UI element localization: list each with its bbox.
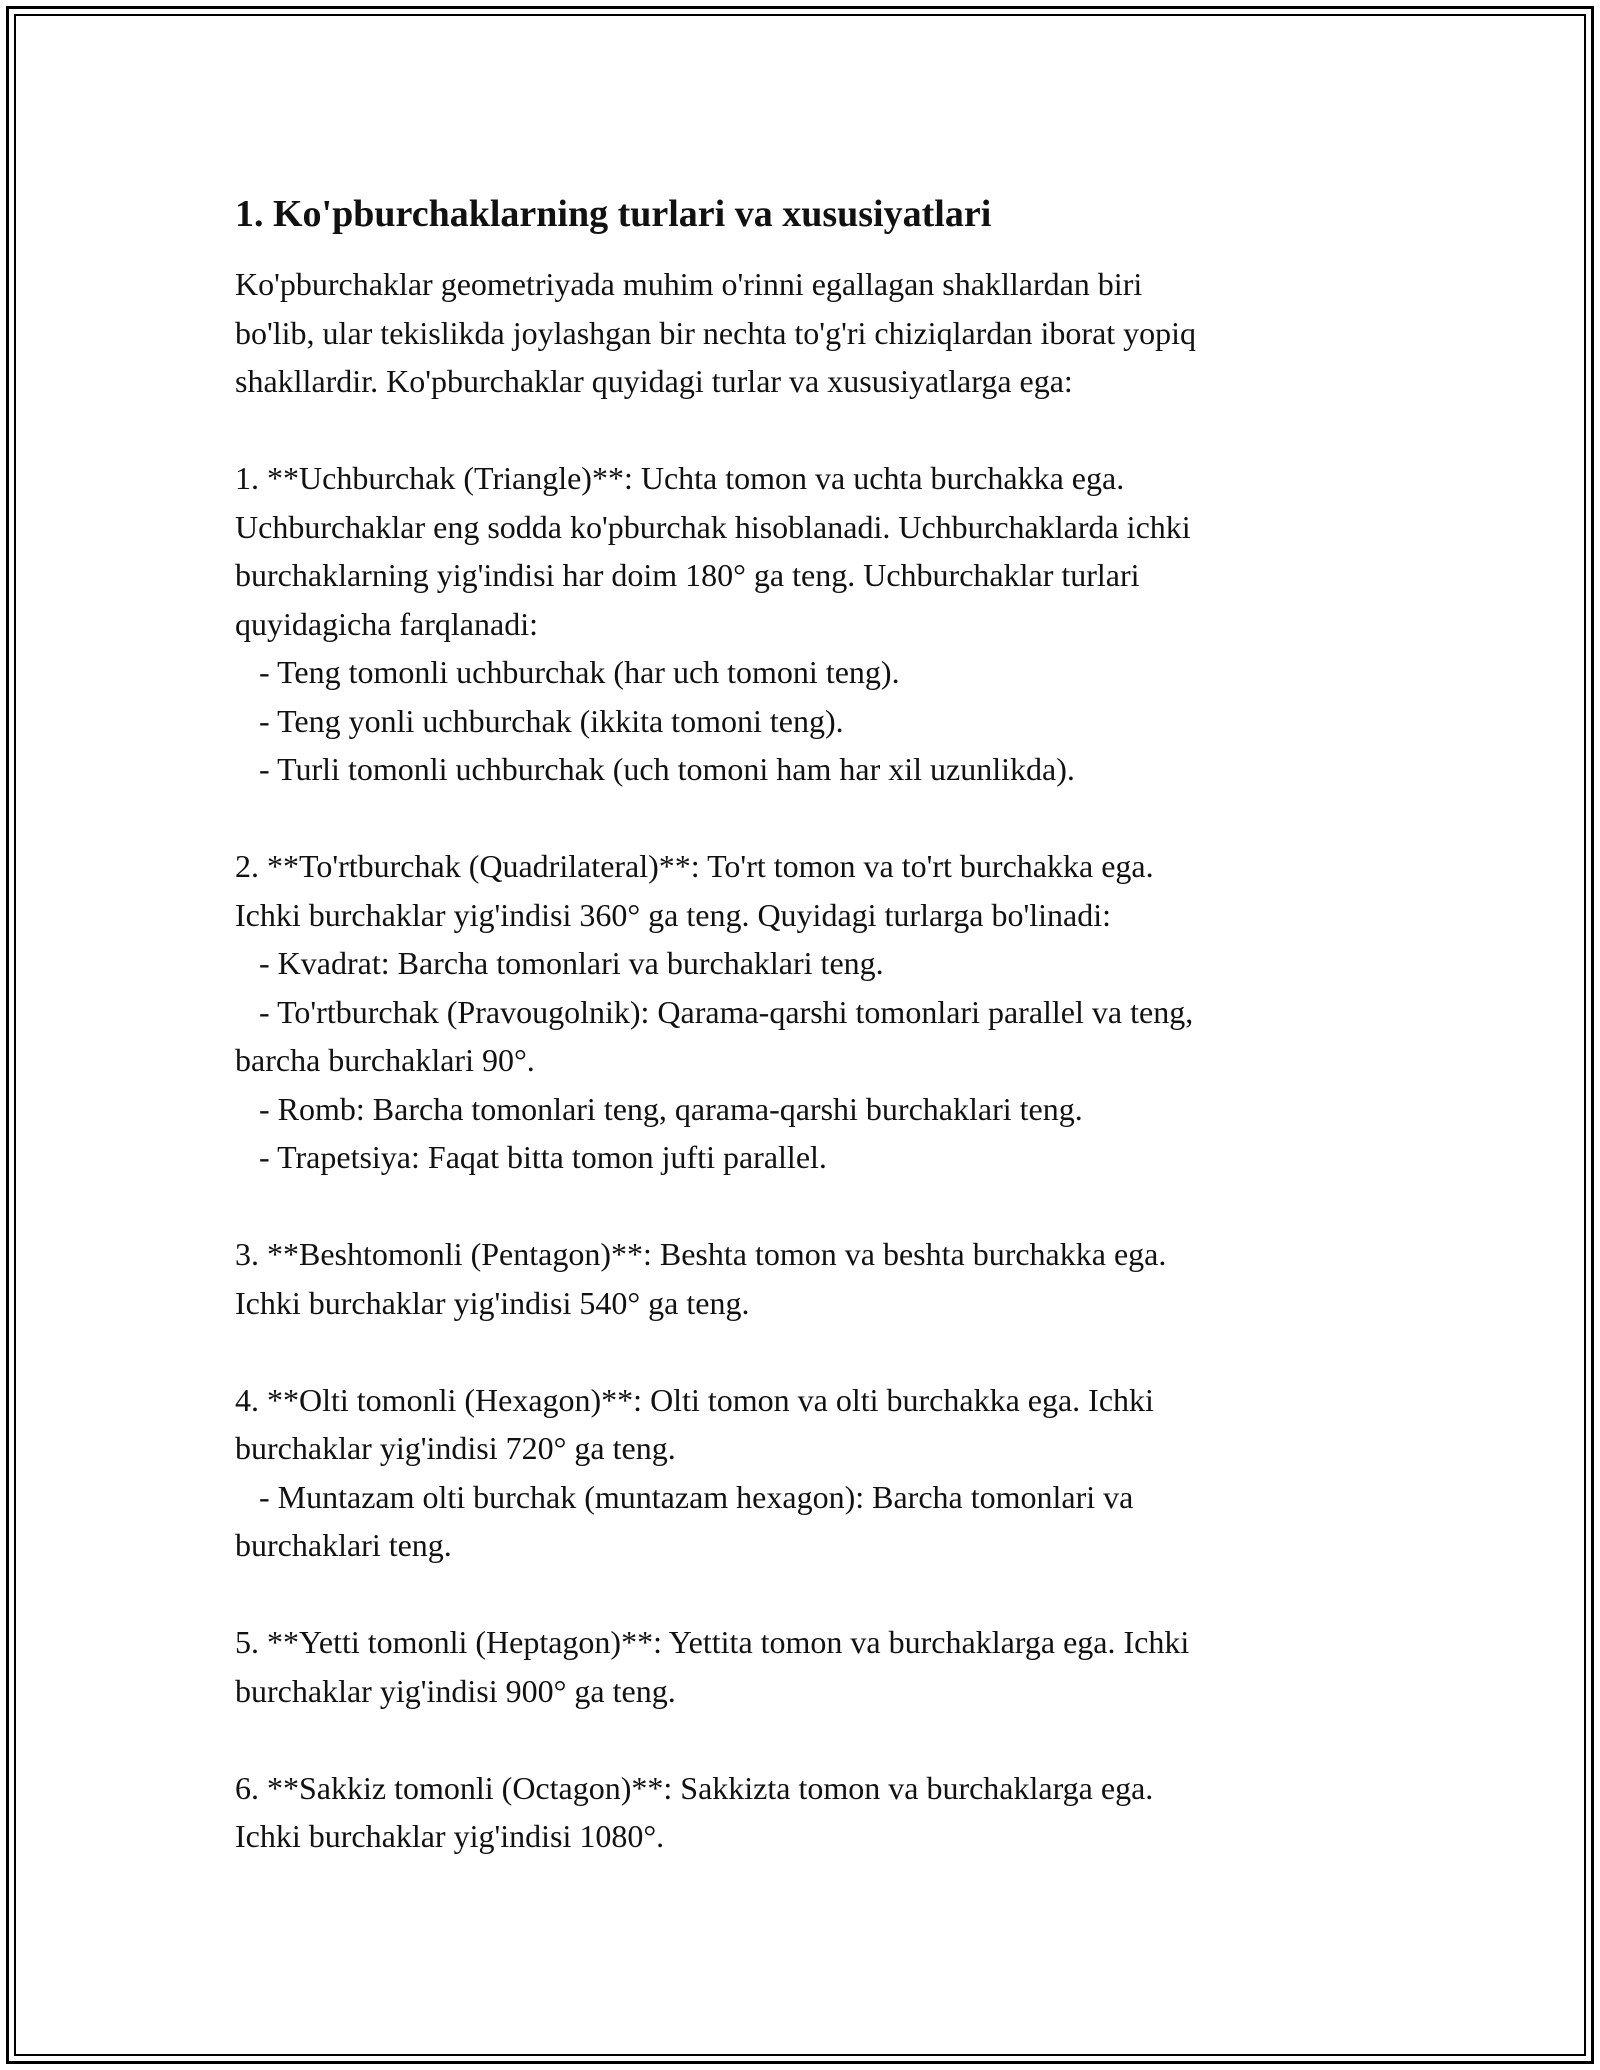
text-line: 2. **To'rtburchak (Quadrilateral)**: To'rt tomon va to'rt burchakka ega. bbox=[235, 848, 1154, 884]
text-line: shakllardir. Ko'pburchaklar quyidagi turlar va xususiyatlarga ega: bbox=[235, 363, 1073, 399]
text-line: burchaklar yig'indisi 720° ga teng. bbox=[235, 1430, 676, 1466]
text-line: burchaklar yig'indisi 900° ga teng. bbox=[235, 1672, 676, 1709]
paragraph-gap bbox=[235, 1327, 1355, 1376]
text-line: Ichki burchaklar yig'indisi 360° ga teng. Quyidagi turlarga bo'linadi: bbox=[235, 896, 1111, 933]
text-line: 3. **Beshtomonli (Pentagon)**: Beshta tomon va beshta burchakka ega. bbox=[235, 1236, 1167, 1272]
list-item: - Teng yonli uchburchak (ikkita tomoni teng). bbox=[235, 702, 844, 739]
text-line: 1. **Uchburchak (Triangle)**: Uchta tomon va uchta burchakka ega. bbox=[235, 460, 1125, 496]
section-octagon bbox=[235, 1764, 1355, 1861]
list-item: - To'rtburchak (Pravougolnik): Qarama-qarshi tomonlari parallel va teng, bbox=[235, 993, 1194, 1030]
document-body bbox=[235, 188, 1355, 1861]
section-hexagon bbox=[235, 1376, 1355, 1570]
section-quadrilateral bbox=[235, 842, 1355, 1182]
text-line: burchaklari teng. bbox=[235, 1527, 452, 1563]
section-pentagon bbox=[235, 1230, 1355, 1327]
text-line: burchaklarning yig'indisi har doim 180° ga teng. Uchburchaklar turlari bbox=[235, 557, 1140, 593]
paragraph-gap bbox=[235, 1715, 1355, 1764]
text-line: 6. **Sakkiz tomonli (Octagon)**: Sakkizta tomon va burchaklarga ega. bbox=[235, 1769, 1154, 1806]
list-item: - Turli tomonli uchburchak (uch tomoni ham har xil uzunlikda). bbox=[235, 751, 1075, 787]
text-line: barcha burchaklari 90°. bbox=[235, 1042, 535, 1078]
text-line: bo'lib, ular tekislikda joylashgan bir nechta to'g'ri chiziqlardan iborat yopiq bbox=[235, 314, 1197, 351]
paragraph-gap bbox=[235, 1570, 1355, 1619]
paragraph-gap bbox=[235, 406, 1355, 455]
list-item: - Romb: Barcha tomonlari teng, qarama-qarshi burchaklari teng. bbox=[235, 1090, 1083, 1127]
list-item: - Kvadrat: Barcha tomonlari va burchaklari teng. bbox=[235, 945, 884, 981]
text-line: quyidagicha farqlanadi: bbox=[235, 605, 538, 642]
text-line: Ichki burchaklar yig'indisi 1080°. bbox=[235, 1818, 665, 1854]
list-item: - Muntazam olti burchak (muntazam hexagon): Barcha tomonlari va bbox=[235, 1478, 1134, 1515]
section-heptagon bbox=[235, 1618, 1355, 1715]
list-item: - Trapetsiya: Faqat bitta tomon jufti parallel. bbox=[235, 1139, 827, 1175]
text-line: 5. **Yetti tomonli (Heptagon)**: Yettita tomon va burchaklarga ega. Ichki bbox=[235, 1624, 1190, 1660]
list-item: - Teng tomonli uchburchak (har uch tomoni teng). bbox=[235, 654, 900, 690]
text-line: Ko'pburchaklar geometriyada muhim o'rinni egallagan shakllardan biri bbox=[235, 266, 1143, 302]
paragraph-gap bbox=[235, 794, 1355, 843]
paragraph-gap bbox=[235, 1182, 1355, 1231]
section-triangle bbox=[235, 454, 1355, 794]
text-line: 4. **Olti tomonli (Hexagon)**: Olti tomon va olti burchakka ega. Ichki bbox=[235, 1381, 1154, 1418]
text-line: Uchburchaklar eng sodda ko'pburchak hisoblanadi. Uchburchaklarda ichki bbox=[235, 508, 1191, 545]
text-line: Ichki burchaklar yig'indisi 540° ga teng. bbox=[235, 1284, 750, 1321]
document-title: 1. Ko'pburchaklarning turlari va xususiyatlari bbox=[235, 193, 992, 235]
intro-paragraph bbox=[235, 260, 1355, 406]
